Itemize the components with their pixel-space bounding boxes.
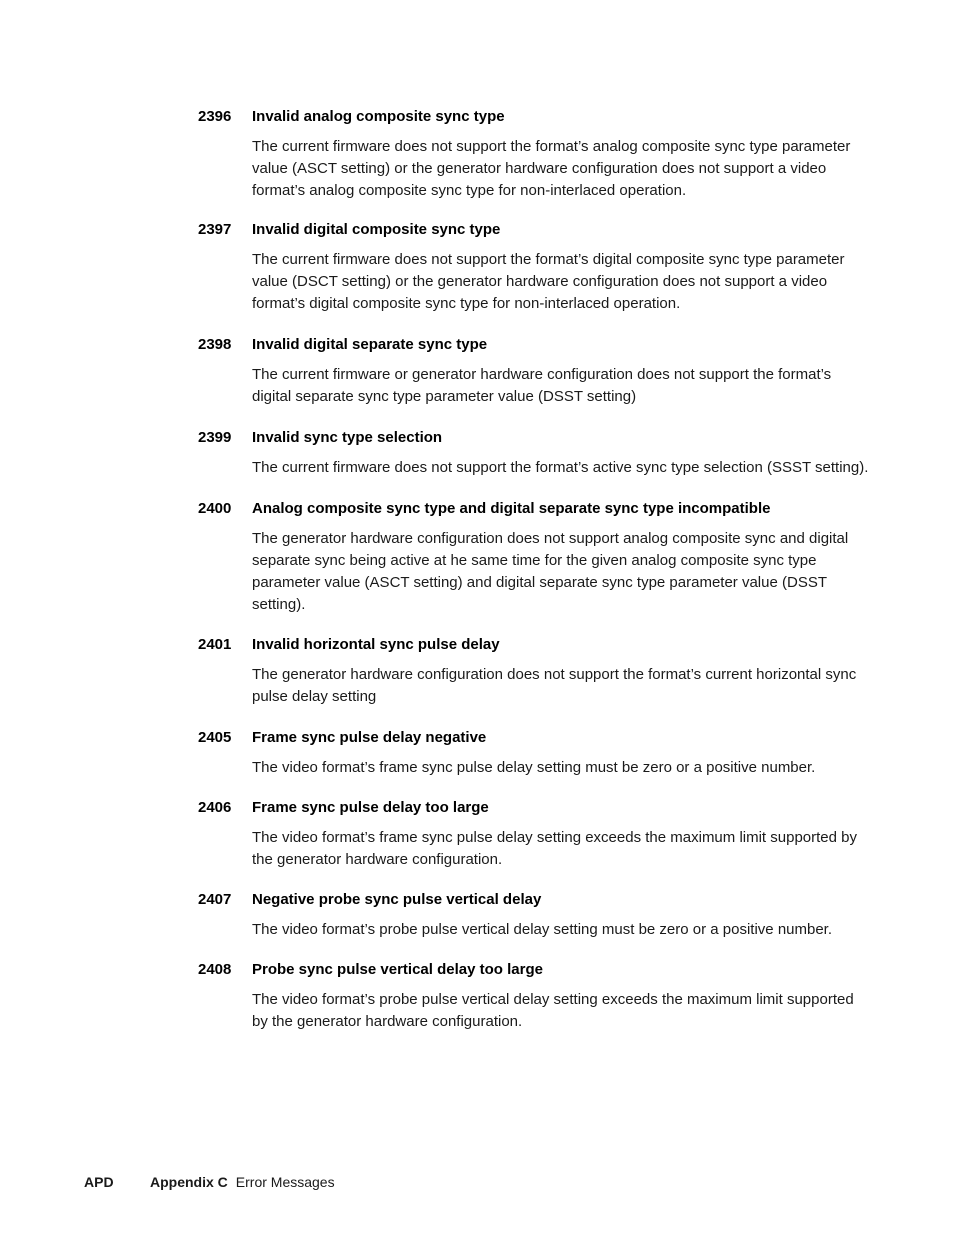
error-entry-2396 (198, 106, 870, 202)
error-heading (198, 797, 870, 819)
error-description: The video format’s frame sync pulse delay setting exceeds the maximum limit supported by the generator hardware configuration. (252, 829, 857, 868)
error-description: The video format’s probe pulse vertical delay setting must be zero or a positive number. (252, 921, 833, 938)
error-code: 2407 (198, 891, 232, 908)
error-code: 2398 (198, 336, 232, 353)
error-title: Invalid horizontal sync pulse delay (252, 636, 500, 653)
error-code: 2399 (198, 429, 232, 446)
error-entry-2401 (198, 634, 870, 708)
error-code: 2396 (198, 108, 232, 125)
error-code: 2400 (198, 500, 232, 517)
error-description: The generator hardware configuration does not support the format’s current horizontal sync pulse delay setting (252, 666, 857, 705)
error-description: The current firmware does not support the format’s digital composite sync type parameter value (DSCT setting) or the generator hardware configuration does not support a video format’s digital composite sync type for non-interlaced operation. (252, 251, 845, 312)
error-entry-2405 (198, 727, 870, 779)
error-heading (198, 889, 870, 911)
error-title: Invalid sync type selection (252, 429, 443, 446)
error-entry-2407 (198, 889, 870, 941)
error-heading (198, 959, 870, 981)
error-description: The current firmware does not support the format’s analog composite sync type parameter value (ASCT setting) or the generator hardware configuration does not support a video format’s analog composite sync type for non-interlaced operation. (252, 138, 851, 199)
error-title: Negative probe sync pulse vertical delay (252, 891, 542, 908)
error-title: Frame sync pulse delay negative (252, 729, 487, 746)
error-message-list (198, 106, 870, 1033)
error-entry-2406 (198, 797, 870, 871)
error-description: The generator hardware configuration does not support analog composite sync and digital separate sync being active at he same time for the given analog composite sync type parameter value (ASCT setting) and digital separate sync type parameter value (DSST setting). (252, 530, 849, 613)
error-code: 2408 (198, 961, 232, 978)
error-heading (198, 334, 870, 356)
error-entry-2397 (198, 219, 870, 315)
error-entry-2408 (198, 959, 870, 1033)
error-entry-2398 (198, 334, 870, 408)
error-code: 2406 (198, 799, 232, 816)
error-description: The current firmware does not support the format’s active sync type selection (SSST setting). (252, 459, 869, 476)
error-description: The video format’s probe pulse vertical delay setting exceeds the maximum limit supported by the generator hardware configuration. (252, 991, 854, 1030)
error-title: Invalid digital composite sync type (252, 221, 501, 238)
error-heading (198, 106, 870, 128)
error-entry-2400 (198, 498, 870, 616)
error-title: Invalid analog composite sync type (252, 108, 505, 125)
error-heading (198, 634, 870, 656)
error-description: The video format’s frame sync pulse delay setting must be zero or a positive number. (252, 759, 816, 776)
footer-appendix: Appendix C (150, 1174, 228, 1190)
error-title: Analog composite sync type and digital separate sync type incompatible (252, 500, 771, 517)
footer-section: Error Messages (235, 1174, 335, 1190)
error-code: 2397 (198, 221, 232, 238)
error-entry-2399 (198, 427, 870, 479)
page-footer (84, 1171, 335, 1193)
error-heading (198, 427, 870, 449)
error-code: 2405 (198, 729, 232, 746)
error-title: Invalid digital separate sync type (252, 336, 488, 353)
error-heading (198, 498, 870, 520)
error-heading (198, 727, 870, 749)
error-description: The current firmware or generator hardware configuration does not support the format’s digital separate sync type parameter value (DSST setting) (252, 366, 832, 405)
error-heading (198, 219, 870, 241)
error-title: Probe sync pulse vertical delay too large (252, 961, 543, 978)
error-code: 2401 (198, 636, 232, 653)
footer-brand: APD (84, 1174, 114, 1190)
error-title: Frame sync pulse delay too large (252, 799, 489, 816)
